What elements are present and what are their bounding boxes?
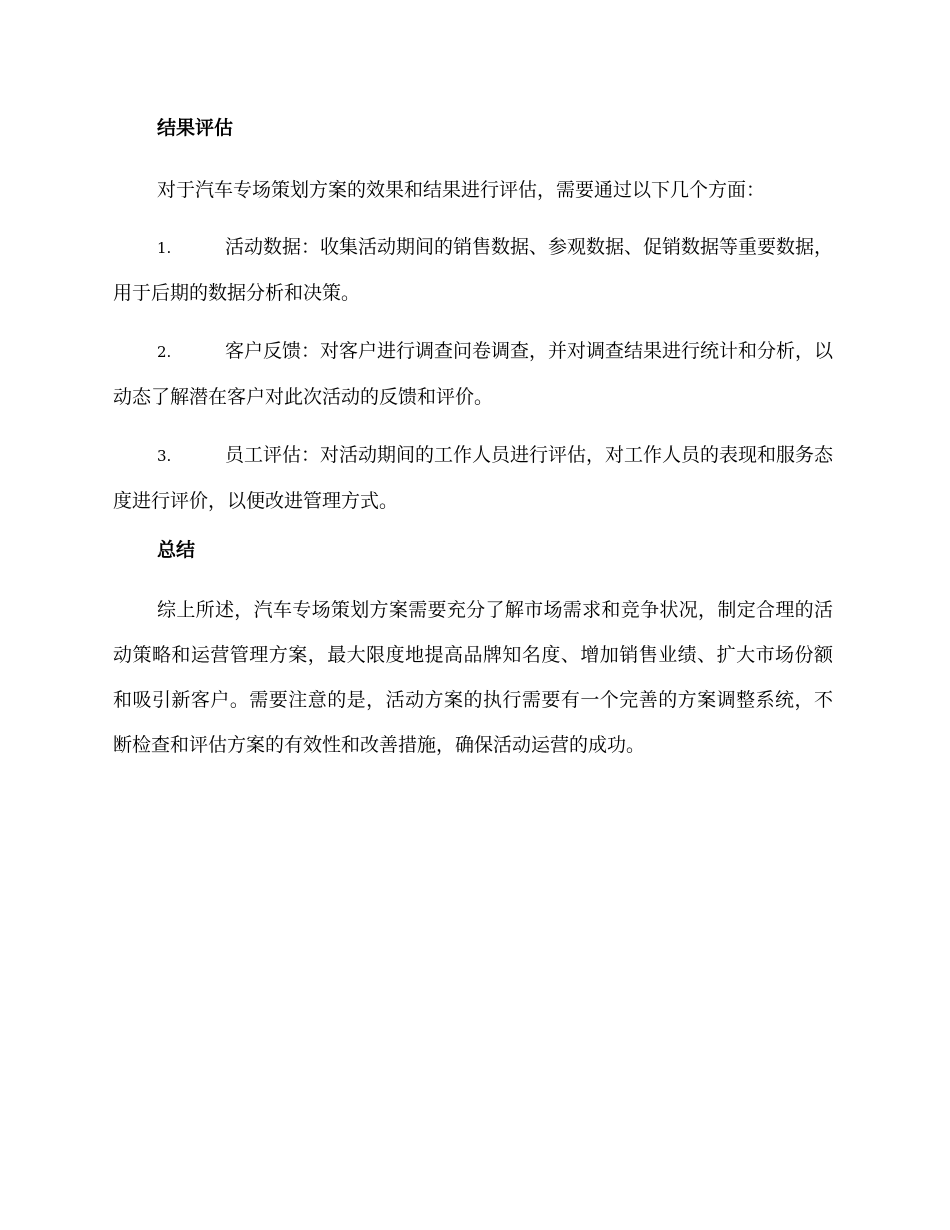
document-content — [113, 112, 833, 768]
list-item-number: 2. — [157, 343, 172, 361]
list-item — [113, 329, 833, 420]
list-item — [113, 225, 833, 316]
evaluation-intro-paragraph: 对于汽车专场策划方案的效果和结果进行评估，需要通过以下几个方面： — [157, 179, 766, 201]
list-item-number: 1. — [157, 239, 172, 257]
list-item — [113, 433, 833, 524]
list-item-text: 客户反馈：对客户进行调查问卷调查，并对调查结果进行统计和分析，以动态了解潜在客户对此次活动的反馈和评价。 — [113, 340, 834, 408]
section-heading-summary: 总结 — [157, 539, 196, 561]
list-item-text: 活动数据：收集活动期间的销售数据、参观数据、促销数据等重要数据，用于后期的数据分析和决策。 — [113, 236, 834, 304]
summary-paragraph: 综上所述，汽车专场策划方案需要充分了解市场需求和竞争状况，制定合理的活动策略和运营管理方案，最大限度地提高品牌知名度、增加销售业绩、扩大市场份额和吸引新客户。需要注意的是，活动方案的执行需要有一个完善的方案调整系统，不断检查和评估方案的有效性和改善措施，确保活动运营的成功。 — [113, 599, 833, 756]
list-item-text: 员工评估：对活动期间的工作人员进行评估，对工作人员的表现和服务态度进行评价，以便改进管理方式。 — [113, 444, 834, 512]
section-heading-evaluation: 结果评估 — [157, 117, 234, 139]
list-item-number: 3. — [157, 447, 172, 465]
